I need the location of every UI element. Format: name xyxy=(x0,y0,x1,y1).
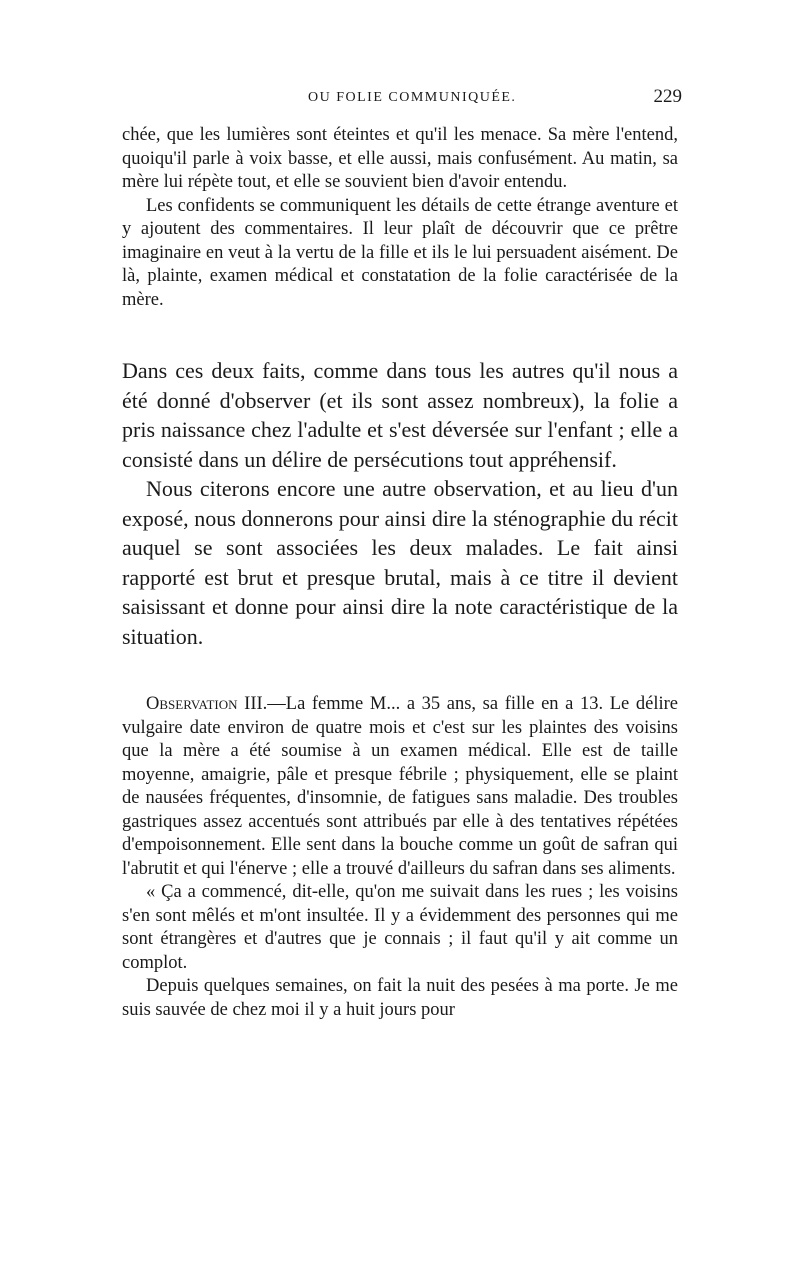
paragraph: Les confidents se communiquent les détails de cette étrange aventure et y ajoutent des commentaires. Il leur plaît de découvrir que ce prêtre imaginaire en veut à la vertu de la fille et ils le lui persuadent aisément. De là, plainte, examen médical et constatation de la folie caractérisée de la mère. xyxy=(122,195,678,310)
paragraph-block-2 xyxy=(122,356,678,651)
paragraph: Dans ces deux faits, comme dans tous les autres qu'il nous a été donné d'observer (et ils sont assez nombreux), la folie a pris naissance chez l'adulte et s'est déversée sur l'enfant ; elle a consisté dans un délire de persécutions tout appréhensif. xyxy=(122,358,678,472)
observation-heading: Observation III. xyxy=(146,694,268,714)
paragraph: Depuis quelques semaines, on fait la nuit des pesées à ma porte. Je me suis sauvée de chez moi il y a huit jours pour xyxy=(122,976,678,1020)
book-page xyxy=(122,84,682,1022)
paragraph: Nous citerons encore une autre observation, et au lieu d'un exposé, nous donnerons pour ainsi dire la sténographie du récit auquel se sont associées les deux malades. Le fait ainsi rapporté est brut et presque brutal, mais à ce titre il devient saisissant et donne pour ainsi dire la note caractéristique de la situation. xyxy=(122,476,678,649)
running-title: OU FOLIE COMMUNIQUÉE. xyxy=(308,90,517,105)
running-header xyxy=(122,84,682,114)
observation-text: —La femme M... a 35 ans, sa fille en a 13. Le délire vulgaire date environ de quatre mois et c'est sur les plaintes des voisins que la mère a été soumise à un examen médical. Elle est de taille moyenne, amaigrie, pâle et presque fébrile ; physiquement, elle se plaint de nausées fréquentes, d'insomnie, de fatigues sans maladie. Des troubles gastriques assez accentués sont attribués par elle à des tentatives répétées d'empoisonnement. Elle sent dans la bouche comme un goût de safran qui l'abrutit et qui l'énerve ; elle a trouvé d'ailleurs du safran dans ses aliments. xyxy=(122,694,678,879)
observation-paragraph xyxy=(122,693,678,881)
paragraph-block-1 xyxy=(122,124,678,312)
paragraph: « Ça a commencé, dit-elle, qu'on me suivait dans les rues ; les voisins s'en sont mêlés et m'ont insultée. Il y a évidemment des personnes qui me sont étrangères et d'autres que je connais ; il faut qu'il y ait comme un complot. xyxy=(122,882,678,973)
page-number: 229 xyxy=(653,86,682,107)
paragraph: chée, que les lumières sont éteintes et qu'il les menace. Sa mère l'entend, quoiqu'il parle à voix basse, et elle aussi, mais confusément. Au matin, sa mère lui répète tout, et elle se souvient bien d'avoir entendu. xyxy=(122,125,678,192)
observation-block xyxy=(122,693,678,1022)
